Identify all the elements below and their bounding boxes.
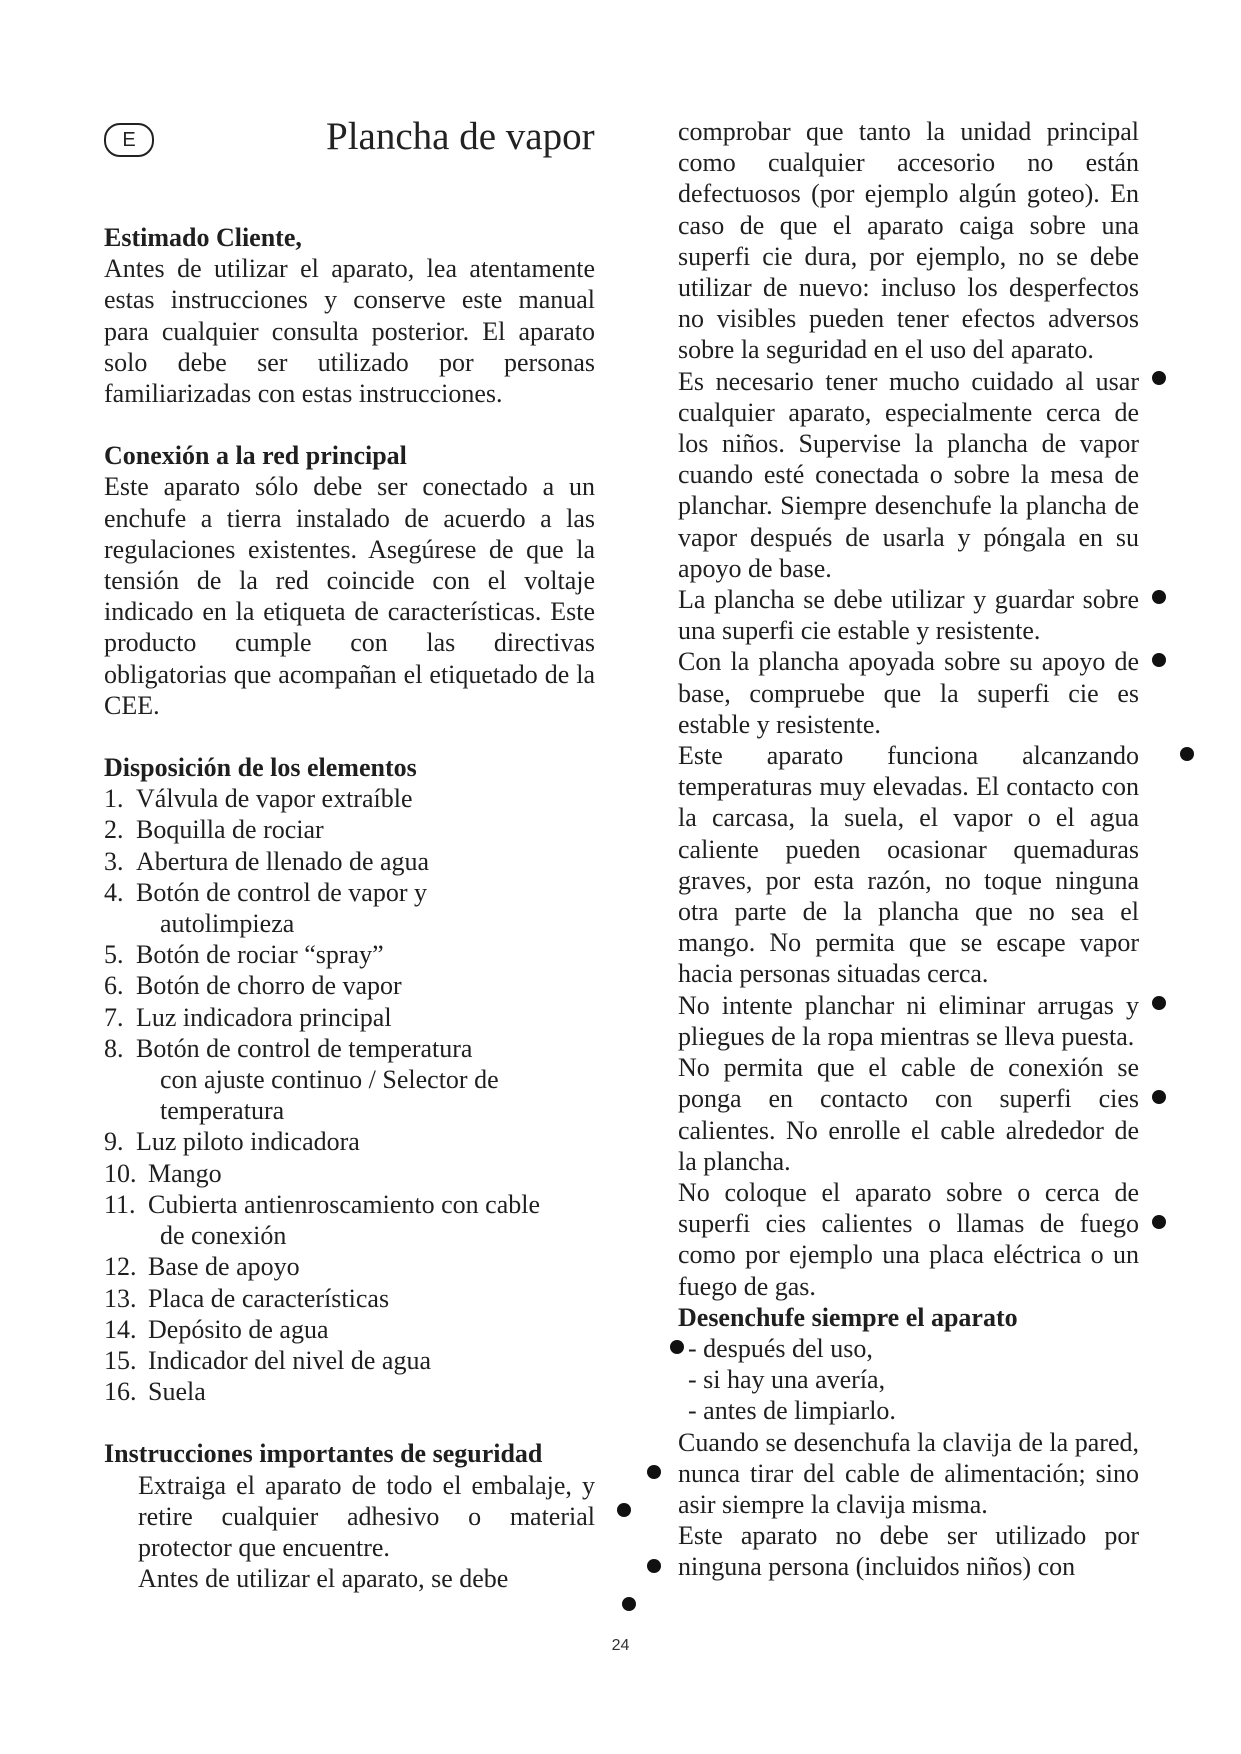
safety-item-9: No coloque el aparato sobre o cerca de superfi cies calientes o llamas de fuego como por ejemplo una placa eléctrica o un fuego de gas. xyxy=(678,1177,1139,1301)
list-item: - si hay una avería, xyxy=(688,1365,886,1395)
safety-item-6: Este aparato funciona alcanzando temperaturas muy elevadas. El contacto con la carcasa, la suela, el vapor o el agua caliente pueden ocasionar quemaduras graves, por esta razón, no toque ninguna otra parte de la plancha que no sea el mango. No permita que se escape vapor hacia personas situadas cerca. xyxy=(678,741,1139,989)
list-item: 2. Boquilla de rociar xyxy=(104,815,324,845)
list-item: - antes de limpiarlo. xyxy=(688,1396,896,1426)
safety-item-3: Es necesario tener mucho cuidado al usar cualquier aparato, especialmente cerca de los niños. Supervise la plancha de vapor cuando esté conectada o sobre la mesa de planchar. Siempre desenchufe la plancha de vapor después de usarla y póngala en su apoyo de base. xyxy=(678,366,1139,583)
page-title: Plancha de vapor xyxy=(326,115,595,158)
safety-item-5: Con la plancha apoyada sobre su apoyo de base, compruebe que la superfi cie es estable y resistente. xyxy=(678,647,1139,739)
bullet-icon xyxy=(670,1340,684,1354)
list-item: 9. Luz piloto indicadora xyxy=(104,1127,360,1157)
safety-heading: Instrucciones importantes de seguridad xyxy=(104,1439,543,1469)
list-item: 4. Botón de control de vapor y autolimpieza xyxy=(104,877,427,939)
bullet-icon xyxy=(1152,371,1166,385)
list-item: 7. Luz indicadora principal xyxy=(104,1002,392,1032)
list-item: 11. Cubierta antienroscamiento con cable de conexión xyxy=(104,1189,541,1251)
bullet-icon xyxy=(622,1597,636,1611)
unplug-list xyxy=(678,1333,1139,1427)
connection-heading: Conexión a la red principal xyxy=(104,441,407,471)
page-number: 24 xyxy=(611,1637,630,1654)
safety-item-1: Extraiga el aparato de todo el embalaje, y retire cualquier adhesivo o material protector que encuentre. xyxy=(138,1470,595,1562)
list-item: 12. Base de apoyo xyxy=(104,1252,300,1282)
greeting-heading: Estimado Cliente, xyxy=(104,223,302,252)
bullet-icon xyxy=(1152,653,1166,667)
bullet-icon xyxy=(1152,1215,1166,1229)
safety-item-4: La plancha se debe utilizar y guardar sobre una superfi cie estable y resistente. xyxy=(678,585,1139,646)
connection-text: Este aparato sólo debe ser conectado a un enchufe a tierra instalado de acuerdo a las regulaciones existentes. Asegúrese de que la tensión de la red coincide con el voltaje indicado en la etiqueta de características. Este producto cumple con las directivas obligatorias que acompañan el etiquetado de la CEE. xyxy=(104,472,595,720)
bullet-icon xyxy=(647,1465,661,1479)
left-column xyxy=(104,222,595,1594)
list-item: 8. Botón de control de temperatura con ajuste continuo / Selector de temperatura xyxy=(104,1033,499,1126)
list-item: 5. Botón de rociar “spray” xyxy=(104,940,384,970)
bullet-icon xyxy=(1152,590,1166,604)
parts-heading: Disposición de los elementos xyxy=(104,753,417,783)
bullet-icon xyxy=(1152,1090,1166,1104)
language-badge: E xyxy=(104,123,154,157)
list-item: 13. Placa de características xyxy=(104,1283,390,1313)
bullet-icon xyxy=(617,1503,631,1517)
bullet-icon xyxy=(1180,747,1194,761)
safety-item-10: Cuando se desenchufa la clavija de la pared, nunca tirar del cable de alimentación; sino asir siempre la clavija misma. xyxy=(678,1427,1139,1519)
list-item: 15. Indicador del nivel de agua xyxy=(104,1345,431,1375)
bullet-icon xyxy=(647,1559,661,1573)
unplug-heading: Desenchufe siempre el aparato xyxy=(678,1302,1018,1332)
greeting-text: Antes de utilizar el aparato, lea atentamente estas instrucciones y conserve este manual para cualquier consulta posterior. El aparato solo debe ser utilizado por personas familiarizadas con estas instrucciones. xyxy=(104,254,595,409)
safety-item-11: Este aparato no debe ser utilizado por ninguna persona (incluidos niños) con xyxy=(678,1521,1139,1582)
list-item: 1. Válvula de vapor extraíble xyxy=(104,784,413,814)
list-item: - después del uso, xyxy=(688,1333,873,1363)
list-item: 6. Botón de chorro de vapor xyxy=(104,971,402,1001)
safety-item-8: No permita que el cable de conexión se ponga en contacto con superfi cies calientes. No enrolle el cable alrededor de la plancha. xyxy=(678,1053,1139,1176)
list-item: 10. Mango xyxy=(104,1158,222,1188)
list-item: 3. Abertura de llenado de agua xyxy=(104,846,430,876)
list-item: 14. Depósito de agua xyxy=(104,1314,329,1344)
safety-item-2-cont: comprobar que tanto la unidad principal como cualquier accesorio no están defectuosos (por ejemplo algún goteo). En caso de que el aparato caiga sobre una superfi cie dura, por ejemplo, no se debe utilizar de nuevo: incluso los desperfectos no visibles pueden tener efectos adversos sobre la seguridad en el uso del aparato. xyxy=(678,117,1139,365)
list-item: 16. Suela xyxy=(104,1377,206,1407)
bullet-icon xyxy=(1152,996,1166,1010)
safety-item-7: No intente planchar ni eliminar arrugas y pliegues de la ropa mientras se lleva puesta. xyxy=(678,990,1139,1051)
right-column xyxy=(678,116,1139,1583)
safety-item-2-start: Antes de utilizar el aparato, se debe xyxy=(138,1564,509,1594)
parts-list xyxy=(104,783,595,1407)
